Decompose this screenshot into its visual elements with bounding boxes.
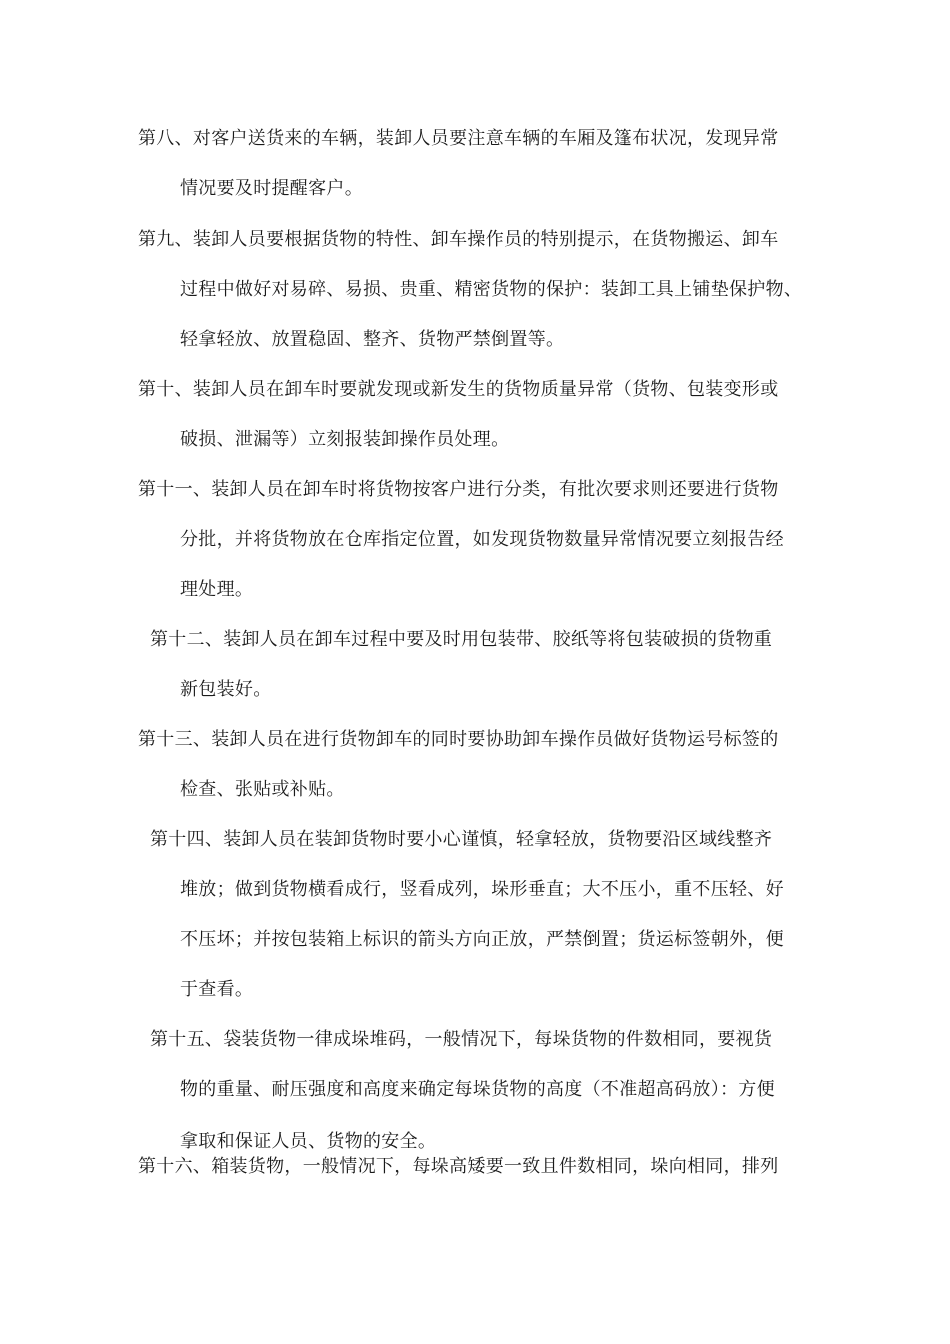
- article-8-line-1: 第八、对客户送货来的车辆，装卸人员要注意车辆的车厢及篷布状况，发现异常: [138, 128, 779, 149]
- article-15-line-2: 物的重量、耐压强度和高度来确定每垛货物的高度（不准超高码放）：方便: [180, 1079, 775, 1100]
- article-14-line-1: 第十四、装卸人员在装卸货物时要小心谨慎，轻拿轻放，货物要沿区域线整齐: [150, 829, 773, 850]
- article-9-line-3: 轻拿轻放、放置稳固、整齐、货物严禁倒置等。: [180, 329, 565, 350]
- article-9-line-1: 第九、装卸人员要根据货物的特性、卸车操作员的特别提示，在货物搬运、卸车: [138, 229, 779, 250]
- article-9-line-2: 过程中做好对易碎、易损、贵重、精密货物的保护：装卸工具上铺垫保护物、: [180, 279, 803, 300]
- article-8-line-2: 情况要及时提醒客户。: [180, 178, 363, 199]
- article-14-line-3: 不压坏；并按包装箱上标识的箭头方向正放，严禁倒置；货运标签朝外，便: [180, 929, 784, 950]
- article-10-line-1: 第十、装卸人员在卸车时要就发现或新发生的货物质量异常（货物、包装变形或: [138, 379, 779, 400]
- article-15-line-1: 第十五、袋装货物一律成垛堆码，一般情况下，每垛货物的件数相同，要视货: [150, 1029, 773, 1050]
- article-11-line-1: 第十一、装卸人员在卸车时将货物按客户进行分类，有批次要求则还要进行货物: [138, 479, 779, 500]
- article-16-line-1: 第十六、箱装货物，一般情况下，每垛高矮要一致且件数相同，垛向相同，排列: [138, 1156, 779, 1177]
- article-13-line-1: 第十三、装卸人员在进行货物卸车的同时要协助卸车操作员做好货物运号标签的: [138, 729, 779, 750]
- article-13-line-2: 检查、张贴或补贴。: [180, 779, 345, 800]
- article-11-line-2: 分批，并将货物放在仓库指定位置，如发现货物数量异常情况要立刻报告经: [180, 529, 784, 550]
- article-12-line-2: 新包装好。: [180, 679, 272, 700]
- article-14-line-4: 于查看。: [180, 979, 254, 1000]
- article-14-line-2: 堆放；做到货物横看成行，竖看成列，垛形垂直；大不压小，重不压轻、好: [180, 879, 784, 900]
- article-12-line-1: 第十二、装卸人员在卸车过程中要及时用包装带、胶纸等将包装破损的货物重: [150, 629, 773, 650]
- article-11-line-3: 理处理。: [180, 579, 254, 600]
- article-10-line-2: 破损、泄漏等）立刻报装卸操作员处理。: [180, 429, 510, 450]
- article-15-line-3: 拿取和保证人员、货物的安全。: [180, 1131, 437, 1152]
